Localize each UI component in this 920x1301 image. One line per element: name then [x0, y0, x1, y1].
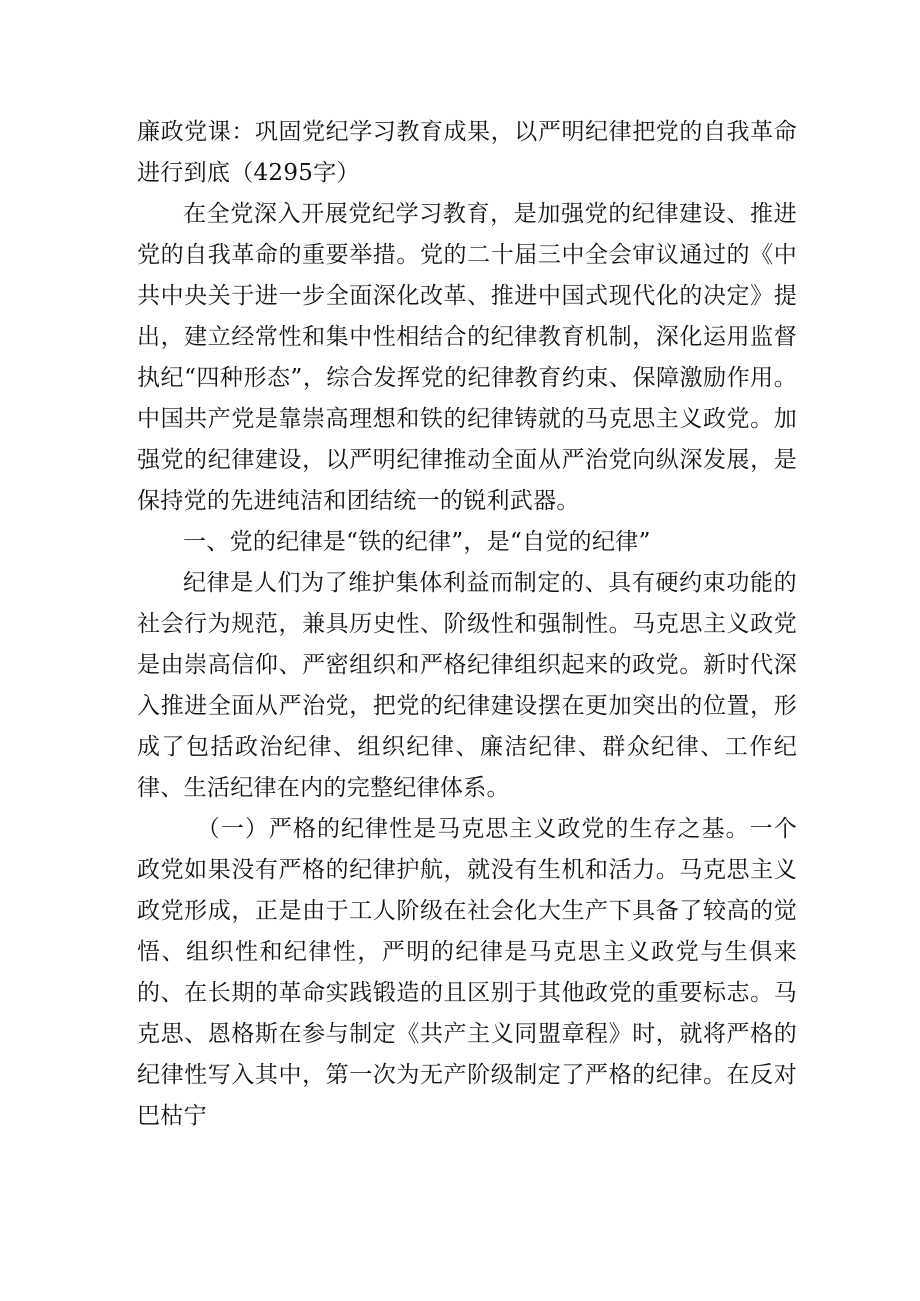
subsection-1-paragraph: （一）严格的纪律性是马克思主义政党的生存之基。一个政党如果没有严格的纪律护航，就没有生机和活力。马克思主义政党形成，正是由于工人阶级在社会化大生产下具备了较高的觉悟、组织性和纪律性，严明的纪律是马克思主义政党与生俱来的、在长期的革命实践锻造的且区别于其他政党的重要标志。马克思、恩格斯在参与制定《共产主义同盟章程》时，就将严格的纪律性写入其中，第一次为无产阶级制定了严格的纪律。在反对巴枯宁	[137, 816, 797, 1129]
document-title: 廉政党课：巩固党纪学习教育成果，以严明纪律把党的自我革命进行到底（4295字）	[137, 119, 797, 186]
section-1-paragraph: 纪律是人们为了维护集体利益而制定的、具有硬约束功能的社会行为规范，兼具历史性、阶级性和强制性。马克思主义政党是由崇高信仰、严密组织和严格纪律组织起来的政党。新时代深入推进全面从严治党，把党的纪律建设摆在更加突出的位置，形成了包括政治纪律、组织纪律、廉洁纪律、群众纪律、工作纪律、生活纪律在内的完整纪律体系。	[137, 570, 797, 801]
section-heading-1: 一、党的纪律是“铁的纪律”，是“自觉的纪律”	[183, 529, 651, 555]
intro-paragraph: 在全党深入开展党纪学习教育，是加强党的纪律建设、推进党的自我革命的重要举措。党的二十届三中全会审议通过的《中共中央关于进一步全面深化改革、推进中国式现代化的决定》提出，建立经常性和集中性相结合的纪律教育机制，深化运用监督执纪“四种形态”，综合发挥党的纪律教育约束、保障激励作用。中国共产党是靠崇高理想和铁的纪律铸就的马克思主义政党。加强党的纪律建设，以严明纪律推动全面从严治党向纵深发展，是保持党的先进纯洁和团结统一的锐利武器。	[137, 201, 797, 514]
document-body	[137, 112, 797, 1137]
